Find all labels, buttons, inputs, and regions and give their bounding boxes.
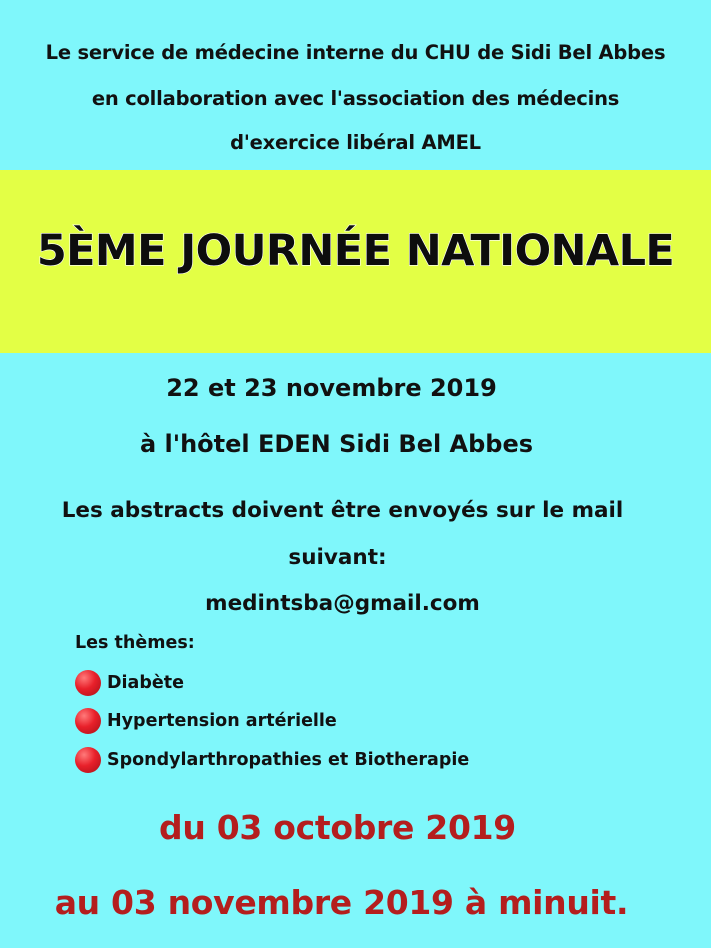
- red-circle-icon: [75, 670, 101, 696]
- intro-line-3: d'exercice libéral AMEL: [230, 131, 481, 154]
- red-circle-icon: [75, 747, 101, 773]
- submission-line-2: suivant:: [288, 545, 387, 570]
- theme-label: Hypertension artérielle: [107, 711, 337, 731]
- submission-email: medintsba@gmail.com: [205, 591, 480, 616]
- intro-line-2: en collaboration avec l'association des médecins: [91, 87, 620, 110]
- deadline-end: au 03 novembre 2019 à minuit.: [54, 883, 629, 922]
- red-circle-icon: [75, 708, 101, 734]
- themes-title: Les thèmes:: [75, 633, 195, 653]
- theme-item: [75, 669, 184, 697]
- theme-label: Spondylarthropathies et Biotherapie: [107, 750, 470, 770]
- event-venue: à l'hôtel EDEN Sidi Bel Abbes: [139, 430, 534, 458]
- deadline-start: du 03 octobre 2019: [159, 808, 516, 847]
- theme-item: [75, 746, 469, 774]
- theme-label: Diabète: [107, 673, 184, 693]
- event-dates: 22 et 23 novembre 2019: [166, 374, 497, 402]
- submission-line-1: Les abstracts doivent être envoyés sur le mail: [61, 498, 624, 523]
- theme-item: [75, 707, 337, 735]
- event-title: 5ÈME JOURNÉE NATIONALE: [36, 226, 675, 276]
- intro-line-1: Le service de médecine interne du CHU de Sidi Bel Abbes: [45, 41, 666, 64]
